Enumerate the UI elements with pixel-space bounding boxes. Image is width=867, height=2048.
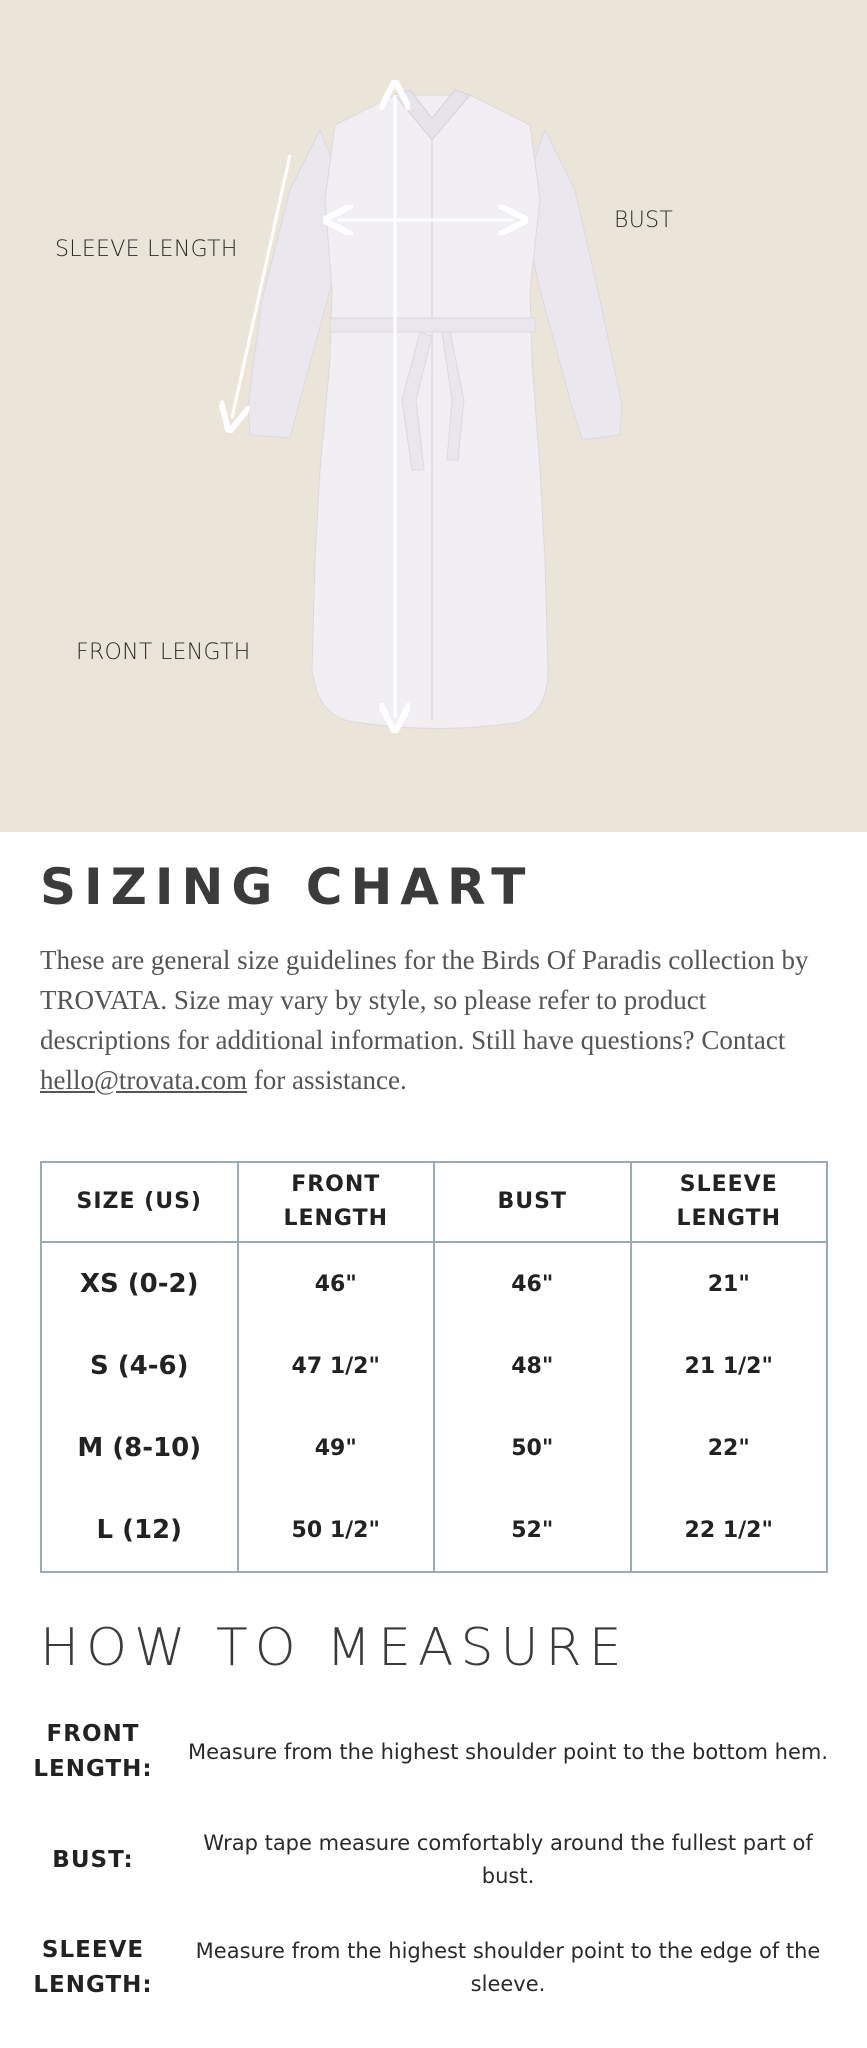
size-cell: M (8-10)	[41, 1407, 238, 1489]
size-cell: XS (0-2)	[41, 1242, 238, 1325]
dress-belt	[330, 318, 535, 332]
bust-cell: 52"	[434, 1489, 631, 1572]
size-cell: L (12)	[41, 1489, 238, 1572]
measure-item-sleeve-length	[30, 1928, 840, 2008]
dress-body	[312, 95, 548, 729]
bust-cell: 50"	[434, 1407, 631, 1489]
measure-description: Measure from the highest shoulder point to the edge of the sleeve.	[195, 1939, 821, 1996]
intro-suffix: for assistance.	[247, 1065, 407, 1095]
header-size: SIZE (US)	[41, 1162, 238, 1242]
header-sleeve-length: SLEEVE LENGTH	[631, 1162, 828, 1242]
sleeve-length-cell: 22"	[631, 1407, 828, 1489]
table-row	[41, 1325, 827, 1407]
table-row	[41, 1489, 827, 1572]
table-row	[41, 1407, 827, 1489]
hero-image	[0, 0, 867, 832]
header-front-length: FRONT LENGTH	[238, 1162, 435, 1242]
page-title: SIZING CHART	[40, 858, 534, 916]
sleeve-length-cell: 22 1/2"	[631, 1489, 828, 1572]
intro-text: These are general size guidelines for the Birds Of Paradis collection by TROVATA. Size may vary by style, so please refer to product descriptions for additional information. Still have questions? Contact	[40, 945, 809, 1055]
bust-cell: 46"	[434, 1242, 631, 1325]
measure-description: Measure from the highest shoulder point to the bottom hem.	[187, 1739, 829, 1764]
front-length-cell: 49"	[238, 1407, 435, 1489]
measure-item-front-length	[30, 1712, 840, 1792]
front-length-cell: 50 1/2"	[238, 1489, 435, 1572]
front-length-cell: 46"	[238, 1242, 435, 1325]
sizing-table	[40, 1161, 828, 1573]
measure-item-bust	[30, 1820, 840, 1900]
bust-label: BUST	[614, 208, 674, 233]
how-to-measure-title: HOW TO MEASURE	[40, 1618, 629, 1678]
measure-description: Wrap tape measure comfortably around the fullest part of bust.	[203, 1831, 813, 1888]
bust-cell: 48"	[434, 1325, 631, 1407]
header-bust: BUST	[434, 1162, 631, 1242]
sleeve-length-cell: 21"	[631, 1242, 828, 1325]
measure-term: BUST:	[52, 1846, 134, 1873]
sleeve-length-label: SLEEVE LENGTH	[55, 237, 238, 262]
size-cell: S (4-6)	[41, 1325, 238, 1407]
contact-email-link[interactable]: hello@trovata.com	[40, 1065, 248, 1095]
measure-term: SLEEVE LENGTH:	[33, 1937, 153, 1998]
intro-paragraph	[40, 940, 830, 1100]
front-length-cell: 47 1/2"	[238, 1325, 435, 1407]
front-length-label: FRONT LENGTH	[76, 640, 251, 665]
measure-term: FRONT LENGTH:	[33, 1721, 153, 1782]
table-header-row	[41, 1162, 827, 1242]
table-row	[41, 1242, 827, 1325]
dress-illustration	[0, 0, 867, 832]
sleeve-length-cell: 21 1/2"	[631, 1325, 828, 1407]
